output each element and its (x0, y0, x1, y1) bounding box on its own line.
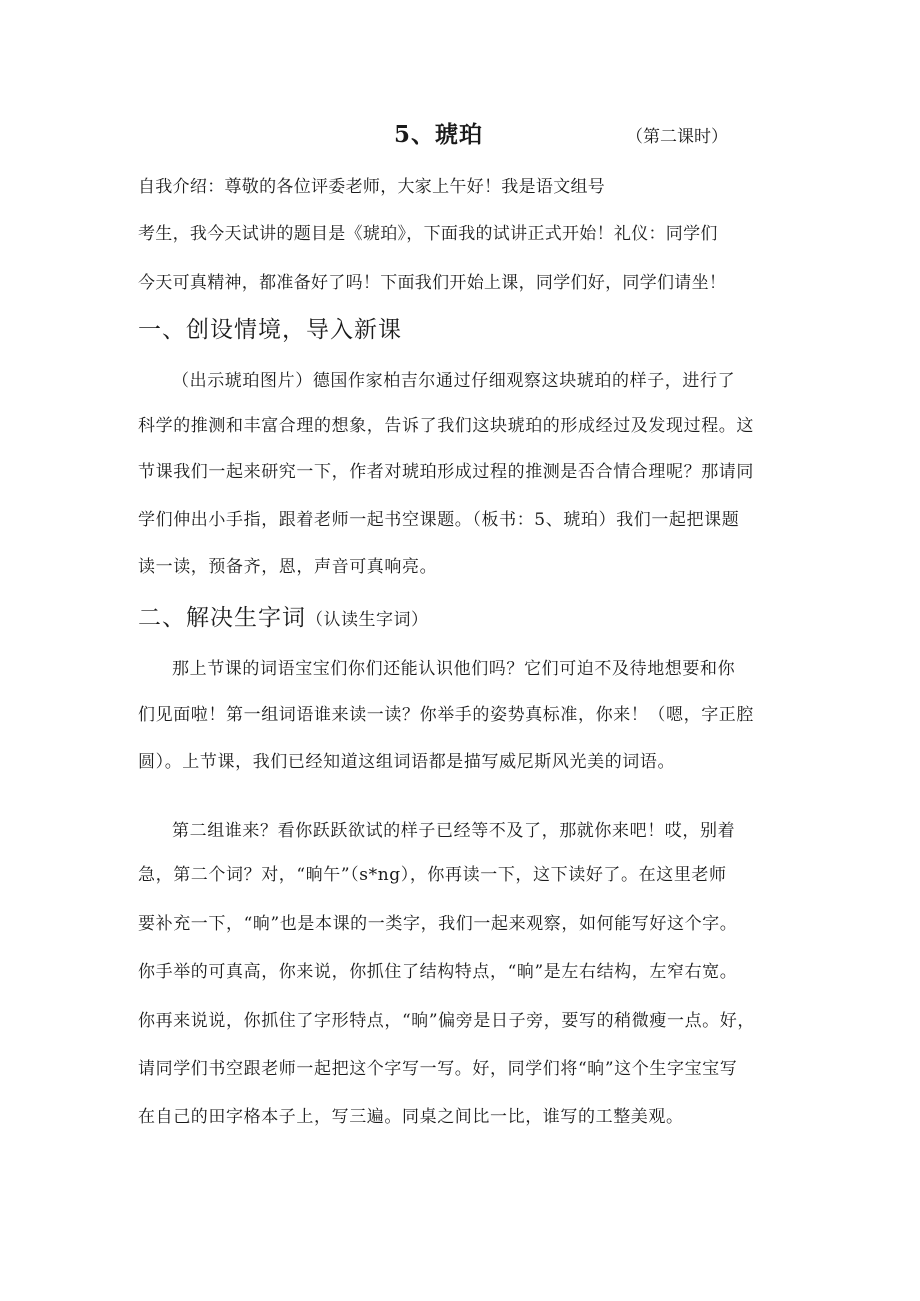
title-row (0, 116, 920, 150)
section-2-p2-line-5: 你再来说说，你抓住了字形特点，“晌”偏旁是日子旁，要写的稍微瘦一点。好， (138, 1011, 755, 1031)
intro-line-2: 考生，我今天试讲的题目是《琥珀》，下面我的试讲正式开始！礼仪：同学们 (138, 224, 718, 244)
section-2-p1-line-3: 圆）。上节课，我们已经知道这组词语都是描写威尼斯风光美的词语。 (138, 752, 676, 772)
section-2-p2-line-1: 第二组谁来？看你跃跃欲试的样子已经等不及了，那就你来吧！哎，别着 (172, 821, 736, 841)
section-2-p2-line-6: 请同学们书空跟老师一起把这个字写一写。好，同学们将“晌”这个生字宝宝写 (138, 1059, 738, 1079)
section-2-p1-line-2: 们见面啦！第一组词语谁来读一读？你举手的姿势真标准，你来！（嗯，字正腔 (138, 705, 754, 725)
intro-line-1: 自我介绍：尊敬的各位评委老师，大家上午好！我是语文组号 (138, 177, 606, 197)
section-2-p2-line-7: 在自己的田字格本子上，写三遍。同桌之间比一比，谁写的工整美观。 (138, 1107, 684, 1127)
section-2-p1-line-1: 那上节课的词语宝宝们你们还能认识他们吗？它们可迫不及待地想要和你 (172, 659, 736, 679)
section-1-line-5: 读一读，预备齐，恩，声音可真响亮。 (138, 557, 438, 577)
lesson-period: （第二课时） (626, 127, 728, 147)
section-2-heading-sub: （认读生字词） (306, 610, 429, 630)
section-1-line-3: 节课我们一起来研究一下，作者对琥珀形成过程的推测是否合情合理呢？那请同 (138, 462, 754, 482)
intro-line-3: 今天可真精神，都准备好了吗！下面我们开始上课，同学们好，同学们请坐！ (138, 273, 727, 293)
section-1-line-4: 学们伸出小手指，跟着老师一起书空课题。（板书：5、琥珀）我们一起把课题 (138, 510, 740, 530)
section-2-heading-text: 二、解决生字词 (138, 605, 306, 631)
section-1-heading: 一、创设情境，导入新课 (138, 317, 402, 343)
lesson-title: 5、琥珀 (394, 121, 484, 148)
section-2-p2-line-3: 要补充一下，“晌”也是本课的一类字，我们一起来观察，如何能写好这个字。 (138, 914, 738, 934)
section-1-line-2: 科学的推测和丰富合理的想象，告诉了我们这块琥珀的形成经过及发现过程。这 (138, 416, 754, 436)
section-2-p2-line-2: 急，第二个词？对，“晌午”（s*ng），你再读一下，这下读好了。在这里老师 (138, 865, 727, 885)
section-1-line-1: （出示琥珀图片）德国作家柏吉尔通过仔细观察这块琥珀的样子，进行了 (172, 371, 736, 391)
section-2-p2-line-4: 你手举的可真高，你来说，你抓住了结构特点，“晌”是左右结构，左窄右宽。 (138, 962, 738, 982)
section-2-heading (138, 599, 429, 632)
